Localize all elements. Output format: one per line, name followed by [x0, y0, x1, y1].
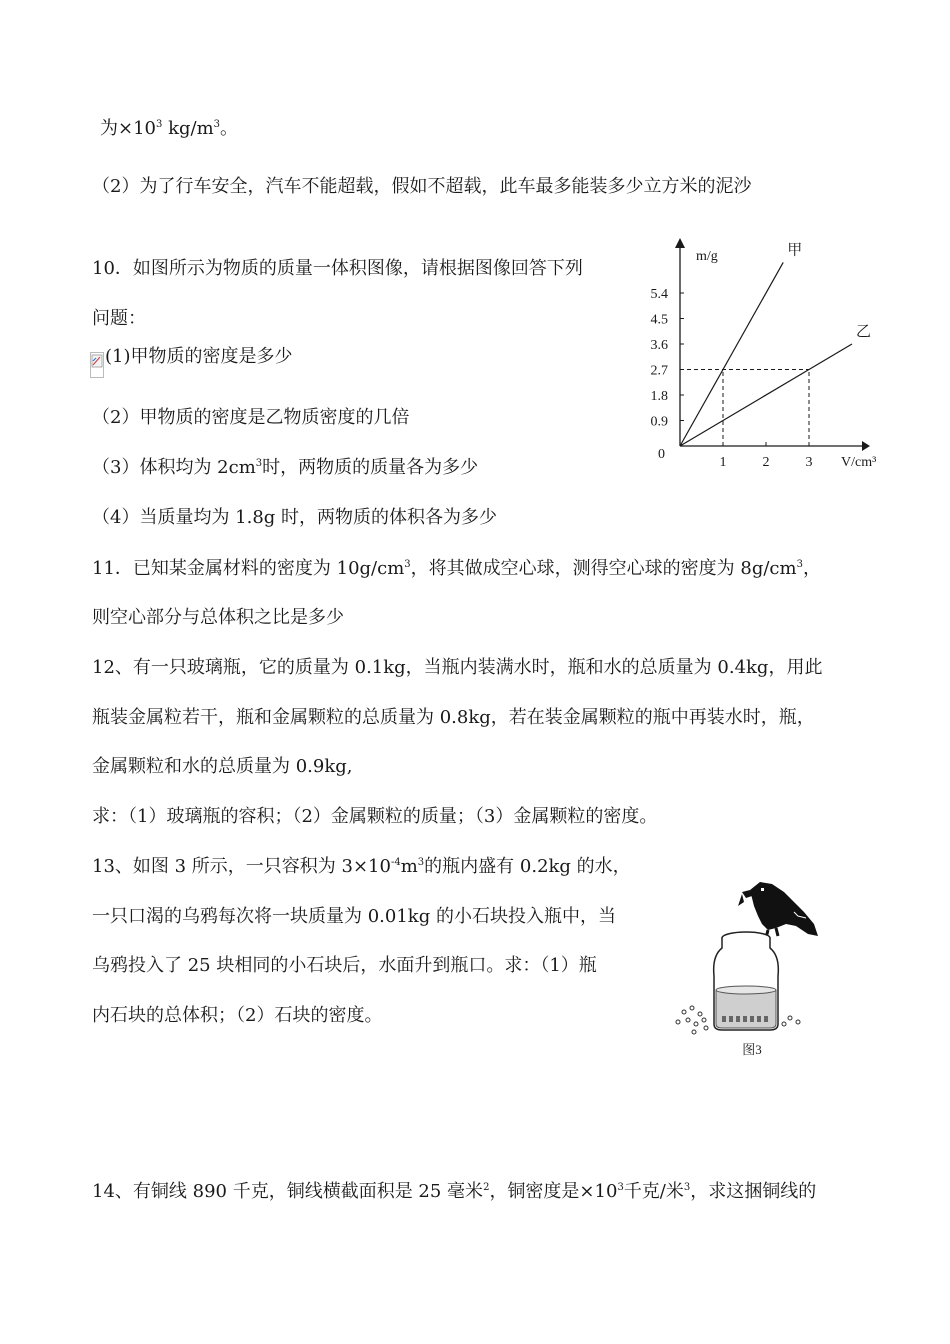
q14-unit: 千克/米 — [623, 1181, 684, 1202]
q11-text: 11．已知某金属材料的密度为 10g/cm — [92, 558, 405, 579]
q12-line-1: 12、有一只玻璃瓶，它的质量为 0.1kg，当瓶内装满水时，瓶和水的总质量为 0.4kg，用此 — [92, 657, 823, 678]
punctuation: ， — [802, 558, 821, 579]
q10-line-1: 10．如图所示为物质的质量一体积图像，请根据图像回答下列 — [92, 258, 583, 279]
y-tick-label: 0.9 — [650, 414, 668, 430]
x-tick-label: 2 — [762, 455, 770, 470]
q9-line-1 — [100, 117, 238, 141]
q14-text-2: ，铜密度是×10 — [489, 1181, 618, 1202]
punctuation: 。 — [220, 118, 239, 139]
y-tick-label: 4.5 — [650, 312, 668, 328]
q9-line-2: （2）为了行车安全，汽车不能超载，假如不超载，此车最多能装多少立方米的泥沙 — [92, 176, 752, 197]
q11-text-2: ，将其做成空心球，测得空心球的密度为 8g/cm — [410, 558, 797, 579]
q10-sub-3-text-end: 时，两物质的质量各为多少 — [262, 457, 479, 478]
q14-text: 14、有铜线 890 千克，铜线横截面积是 25 毫米 — [92, 1181, 484, 1202]
exponent: -4 — [390, 857, 401, 868]
y-axis-arrow — [675, 238, 685, 248]
q13-line-1 — [92, 855, 631, 879]
q13-text-end: 的瓶内盛有 0.2kg 的水， — [424, 856, 631, 877]
q12-line-2: 瓶装金属粒若干，瓶和金属颗粒的总质量为 0.8kg，若在装金属颗粒的瓶中再装水时，瓶， — [92, 707, 815, 728]
exponent: 3 — [683, 1182, 691, 1193]
q14-line-1 — [92, 1180, 816, 1204]
broken-image-icon — [90, 352, 104, 378]
q12-line-4: 求：（1）玻璃瓶的容积；（2）金属颗粒的质量；（3）金属颗粒的密度。 — [92, 806, 658, 827]
q11-line-2: 则空心部分与总体积之比是多少 — [92, 607, 344, 628]
x-axis-arrow — [862, 441, 870, 451]
series-label-1: 乙 — [856, 324, 872, 340]
series-line-0 — [680, 262, 783, 446]
x-tick-label: 1 — [719, 455, 727, 470]
q13-line-4: 内石块的总体积；（2）石块的密度。 — [92, 1005, 383, 1026]
bottle-illustration — [714, 932, 779, 1030]
exponent: 3 — [156, 119, 163, 130]
y-tick-label: 5.4 — [650, 287, 668, 302]
q13-text: 13、如图 3 所示，一只容积为 3×10 — [92, 856, 391, 877]
q13-line-3: 乌鸦投入了 25 块相同的小石块后，水面升到瓶口。求：（1）瓶 — [92, 955, 597, 976]
q10-sub-4: （4）当质量均为 1.8g 时，两物质的体积各为多少 — [92, 507, 498, 528]
q9-text: 为×10 — [100, 118, 156, 139]
q10-line-2: 问题： — [92, 308, 146, 329]
series-line-1 — [680, 344, 852, 446]
y-axis-label: m/g — [696, 249, 718, 264]
q13-unit: m — [400, 856, 418, 877]
figure-caption: 图3 — [742, 1042, 762, 1057]
y-tick-label: 3.6 — [650, 338, 668, 353]
crow-illustration — [738, 882, 818, 938]
exponent: 3 — [404, 559, 411, 570]
origin-label: 0 — [658, 447, 665, 462]
crow-bottle-figure — [666, 876, 826, 1060]
broken-image-glyph — [91, 354, 103, 368]
q10-sub-2: （2）甲物质的密度是乙物质密度的几倍 — [92, 407, 410, 428]
y-tick-label: 1.8 — [650, 389, 668, 404]
exponent: 3 — [213, 119, 221, 130]
exponent: 3 — [617, 1182, 624, 1193]
q14-text-end: ，求这捆铜线的 — [690, 1181, 817, 1202]
series-label-0: 甲 — [787, 242, 803, 259]
q10-sub-3-text: （3）体积均为 2cm — [92, 457, 256, 478]
q10-sub-1: (1)甲物质的密度是多少 — [105, 346, 293, 367]
exponent: 3 — [255, 458, 263, 469]
q10-sub-3 — [92, 456, 478, 480]
x-tick-label: 3 — [805, 455, 813, 470]
exponent: 3 — [796, 559, 803, 570]
y-tick-label: 2.7 — [650, 363, 668, 379]
mass-volume-chart — [636, 236, 898, 472]
exponent: 2 — [483, 1182, 490, 1193]
q13-line-2: 一只口渴的乌鸦每次将一块质量为 0.01kg 的小石块投入瓶中，当 — [92, 906, 616, 927]
x-axis-label: V/cm³ — [841, 455, 877, 470]
exponent: 3 — [417, 857, 425, 868]
q11-line-1 — [92, 557, 821, 581]
q9-unit: kg/m — [162, 118, 214, 139]
q12-line-3: 金属颗粒和水的总质量为 0.9kg, — [92, 756, 353, 777]
